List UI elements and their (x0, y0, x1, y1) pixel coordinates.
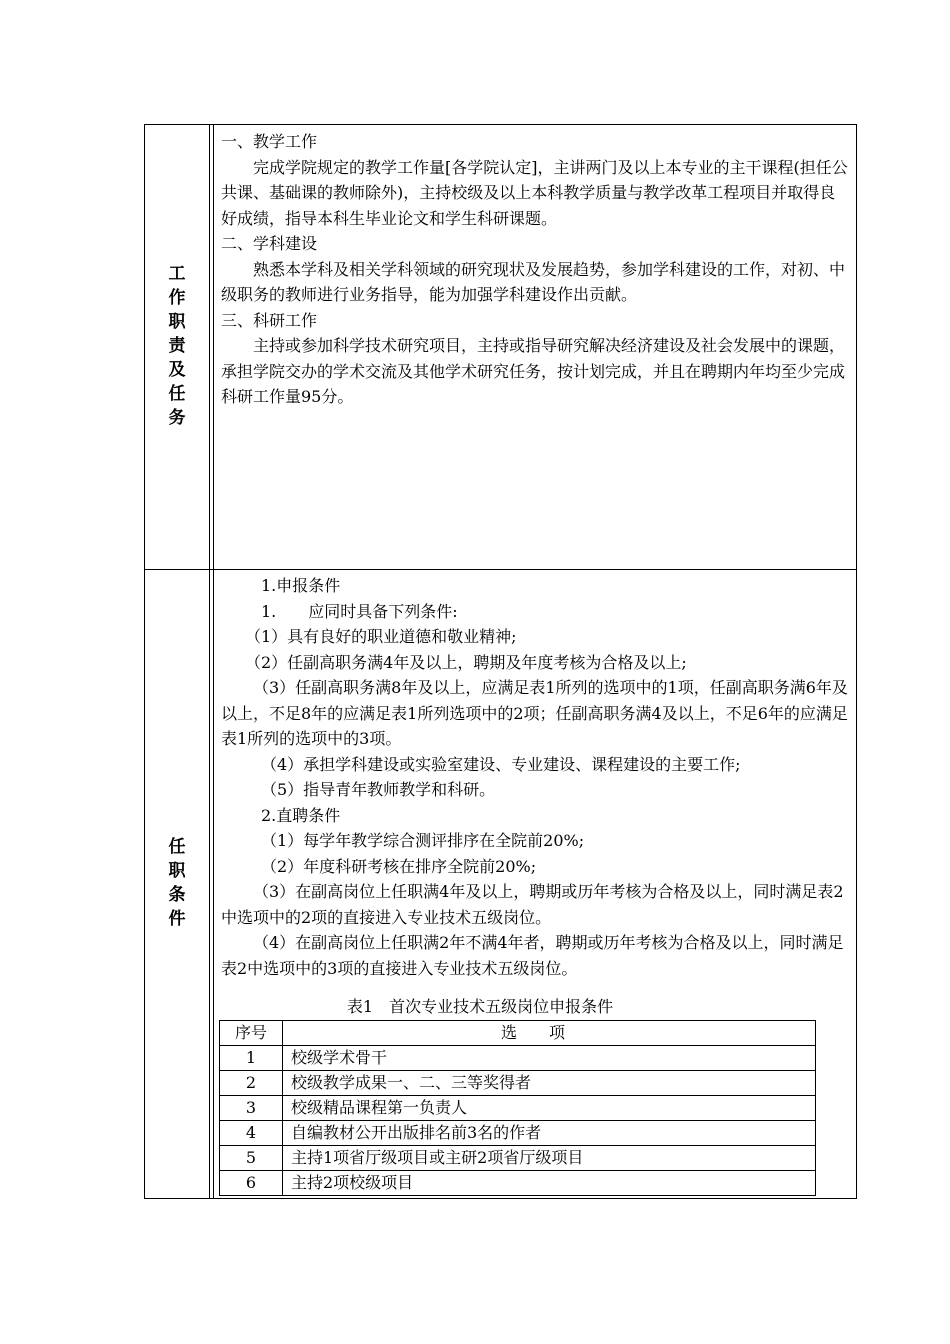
column-divider (209, 125, 214, 1198)
paragraph: （1）每学年教学综合测评排序在全院前20%; (261, 831, 585, 850)
header-num: 序号 (220, 1021, 283, 1046)
paragraph: （2）任副高职务满4年及以上，聘期及年度考核为合格及以上; (245, 652, 687, 672)
label-char: 任 (168, 384, 186, 404)
section-content-duties (221, 129, 849, 410)
row-number: 1 (220, 1046, 283, 1071)
label-char: 任 (168, 837, 186, 857)
paragraph: 2.直聘条件 (261, 805, 341, 825)
row-option: 主持2项校级项目 (283, 1171, 816, 1196)
row-option: 自编教材公开出版排名前3名的作者 (283, 1121, 816, 1146)
row-option: 校级教学成果一、二、三等奖得者 (283, 1071, 816, 1096)
label-char: 工 (168, 264, 186, 284)
section-heading: 一、教学工作 (221, 132, 318, 151)
label-char: 条 (168, 885, 186, 905)
label-char: 职 (168, 312, 186, 332)
label-char: 作 (168, 288, 186, 308)
label-char: 及 (168, 360, 186, 380)
row-number: 5 (220, 1146, 283, 1171)
paragraph: 1. 应同时具备下列条件: (261, 601, 458, 621)
label-char: 职 (168, 861, 186, 881)
row-option: 校级精品课程第一负责人 (283, 1096, 816, 1121)
paragraph: （3）任副高职务满8年及以上，应满足表1所列的选项中的1项，任副高职务满6年及以上，不足8年的应满足表1所列选项中的2项；任副高职务满4及以上，不足6年的应满足表1所列的选项中的3项。 (221, 678, 848, 748)
paragraph: 熟悉本学科及相关学科领域的研究现状及发展趋势，参加学科建设的工作，对初、中级职务的教师进行业务指导，能为加强学科建设作出贡献。 (221, 259, 846, 304)
row-divider (145, 569, 856, 570)
paragraph: （1）具有良好的职业道德和敬业精神; (245, 627, 517, 646)
table-row (220, 1121, 816, 1146)
table-row (220, 1071, 816, 1096)
table-caption: 表1 首次专业技术五级岗位申报条件 (346, 997, 614, 1016)
row-option: 主持1项省厅级项目或主研2项省厅级项目 (283, 1146, 816, 1171)
row-number: 3 (220, 1096, 283, 1121)
paragraph: （3）在副高岗位上任职满4年及以上，聘期或历年考核为合格及以上，同时满足表2中选项中的2项的直接进入专业技术五级岗位。 (221, 882, 844, 927)
row-number: 4 (220, 1121, 283, 1146)
table-row (220, 1146, 816, 1171)
table-row (220, 1096, 816, 1121)
label-char: 责 (168, 336, 186, 356)
row-number: 6 (220, 1171, 283, 1196)
section-heading: 二、学科建设 (221, 234, 318, 253)
section-content-qualifications (221, 573, 849, 981)
paragraph: （4）承担学科建设或实验室建设、专业建设、课程建设的主要工作; (261, 754, 741, 774)
row-option: 校级学术骨干 (283, 1046, 816, 1071)
table-header-row (220, 1021, 816, 1046)
row-number: 2 (220, 1071, 283, 1096)
label-char: 件 (168, 909, 186, 929)
paragraph: （5）指导青年教师教学和科研。 (261, 780, 496, 799)
table-row (220, 1046, 816, 1071)
paragraph: （4）在副高岗位上任职满2年不满4年者，聘期或历年考核为合格及以上，同时满足表2中选项中的3项的直接进入专业技术五级岗位。 (221, 933, 844, 978)
conditions-table (219, 1020, 816, 1196)
table-row (220, 1171, 816, 1196)
section-heading: 三、科研工作 (221, 310, 318, 330)
paragraph: 完成学院规定的教学工作量[各学院认定]，主讲两门及以上本专业的主干课程(担任公共课、基础课的教师除外)，主持校级及以上本科教学质量与教学改革工程项目并取得良好成绩，指导本科生毕业论文和学生科研课题。 (221, 157, 848, 228)
header-option: 选项 (283, 1021, 816, 1046)
paragraph: 1.申报条件 (261, 576, 341, 595)
paragraph: 主持或参加科学技术研究项目，主持或指导研究解决经济建设及社会发展中的课题，承担学院交办的学术交流及其他学术研究任务，按计划完成，并且在聘期内年均至少完成科研工作量95分。 (221, 336, 846, 406)
section-label-qualifications (145, 835, 209, 931)
paragraph: （2）年度科研考核在排序全院前20%; (261, 856, 537, 876)
label-char: 务 (168, 408, 186, 428)
section-label-duties (145, 262, 209, 430)
